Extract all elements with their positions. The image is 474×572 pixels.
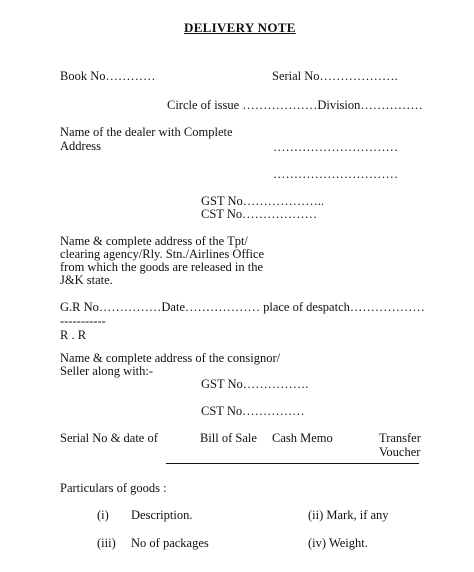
- cst-no-field-2: CST No……………: [201, 404, 305, 418]
- gst-no-field: GST No………………..: [201, 194, 325, 208]
- item-ii-label: (ii) Mark, if any: [308, 508, 389, 522]
- serial-no-field: Serial No……………….: [272, 69, 398, 83]
- transfer-label: Transfer: [379, 431, 421, 445]
- dealer-address-label: Address: [60, 139, 101, 153]
- transporter-line-1: Name & complete address of the Tpt/: [60, 234, 248, 248]
- particulars-label: Particulars of goods :: [60, 481, 167, 495]
- item-iii-label: No of packages: [131, 536, 209, 550]
- consignor-line-1: Name & complete address of the consignor/: [60, 351, 281, 365]
- rr-label: R . R: [60, 328, 87, 342]
- item-i-number: (i): [97, 508, 109, 522]
- transporter-line-3: from which the goods are released in the: [60, 260, 264, 274]
- document-title: DELIVERY NOTE: [184, 20, 296, 35]
- gr-date-despatch-line: G.R No……………Date……………… place of despatch………………: [60, 300, 425, 314]
- bill-of-sale-label: Bill of Sale: [200, 431, 257, 445]
- dealer-name-label: Name of the dealer with Complete: [60, 125, 233, 139]
- book-no-field: Book No…………: [60, 69, 156, 83]
- item-iv-label: (iv) Weight.: [308, 536, 368, 550]
- transporter-line-2: clearing agency/Rly. Stn./Airlines Office: [60, 247, 265, 261]
- serial-no-date-label: Serial No & date of: [60, 431, 158, 445]
- circle-division-field: Circle of issue ………………Division……………: [167, 98, 423, 112]
- consignor-line-2: Seller along with:-: [60, 364, 154, 378]
- cst-no-field: CST No………………: [201, 207, 318, 221]
- dealer-blank-line-1: …………………………: [273, 140, 398, 154]
- dealer-blank-line-2: …………………………: [273, 167, 398, 181]
- item-iii-number: (iii): [97, 536, 116, 550]
- transporter-line-4: J&K state.: [60, 273, 113, 287]
- item-i-label: Description.: [131, 508, 193, 522]
- voucher-label: Voucher: [379, 445, 421, 459]
- cash-memo-label: Cash Memo: [272, 431, 333, 445]
- voucher-underline: [166, 463, 419, 464]
- gr-dashes: -----------: [60, 314, 106, 328]
- gst-no-field-2: GST No…………….: [201, 377, 309, 391]
